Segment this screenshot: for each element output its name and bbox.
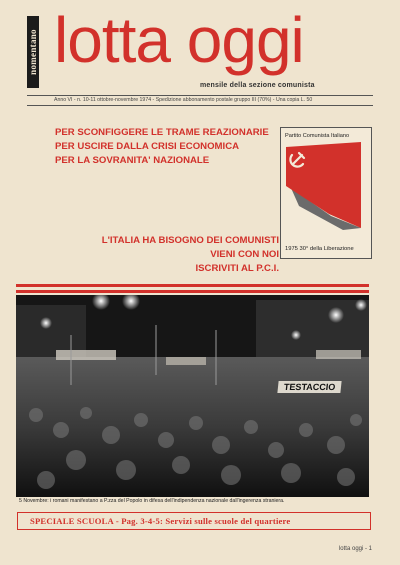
rally-photo xyxy=(16,295,369,497)
pci-box xyxy=(280,127,372,259)
tagline xyxy=(102,234,279,276)
headline-line: PER SCONFIGGERE LE TRAME REAZIONARIE xyxy=(55,127,269,138)
issue-line: Anno VI - n. 10-11 ottobre-novembre 1974 - Spedizione abbonamento postale gruppo III (70%) - Una copia L. 50 xyxy=(54,97,313,103)
page-footer: lotta oggi - 1 xyxy=(338,546,372,552)
tagline-line: ISCRIVITI AL P.C.I. xyxy=(195,263,279,274)
tagline-line: VIENI CON NOI xyxy=(210,249,279,260)
tagline-line: L'ITALIA HA BISOGNO DEI COMUNISTI xyxy=(101,235,279,246)
divider-top xyxy=(27,95,373,96)
hammer-sickle-flag-icon xyxy=(281,128,371,258)
speciale-text: SPECIALE SCUOLA - Pag. 3-4-5: Servizi sulle scuole del quartiere xyxy=(30,516,291,526)
masthead-title: lotta oggi xyxy=(54,4,304,76)
side-tab xyxy=(27,16,39,88)
photo-top-bar xyxy=(16,284,369,287)
side-tab-label: nomentano xyxy=(28,29,38,75)
speciale-scuola-box xyxy=(17,512,371,530)
divider-bottom xyxy=(27,105,373,106)
photo-top-bar xyxy=(16,290,369,293)
masthead-subtitle: mensile della sezione comunista xyxy=(200,82,315,89)
pci-footer: 1975 30° della Liberazione xyxy=(285,246,354,252)
pci-title: Partito Comunista Italiano xyxy=(285,133,350,139)
headline-line: PER USCIRE DALLA CRISI ECONOMICA xyxy=(55,141,240,152)
crowd-photo-image xyxy=(16,295,369,497)
main-headline xyxy=(55,126,275,168)
headline-line: PER LA SOVRANITA' NAZIONALE xyxy=(55,155,210,166)
photo-caption: 5 Novembre: i romani manifestano a P.zza del Popolo in difesa dell'indipendenza nazionale dall'ingerenza straniera. xyxy=(19,498,285,504)
testaccio-banner: TESTACCIO xyxy=(277,381,342,393)
